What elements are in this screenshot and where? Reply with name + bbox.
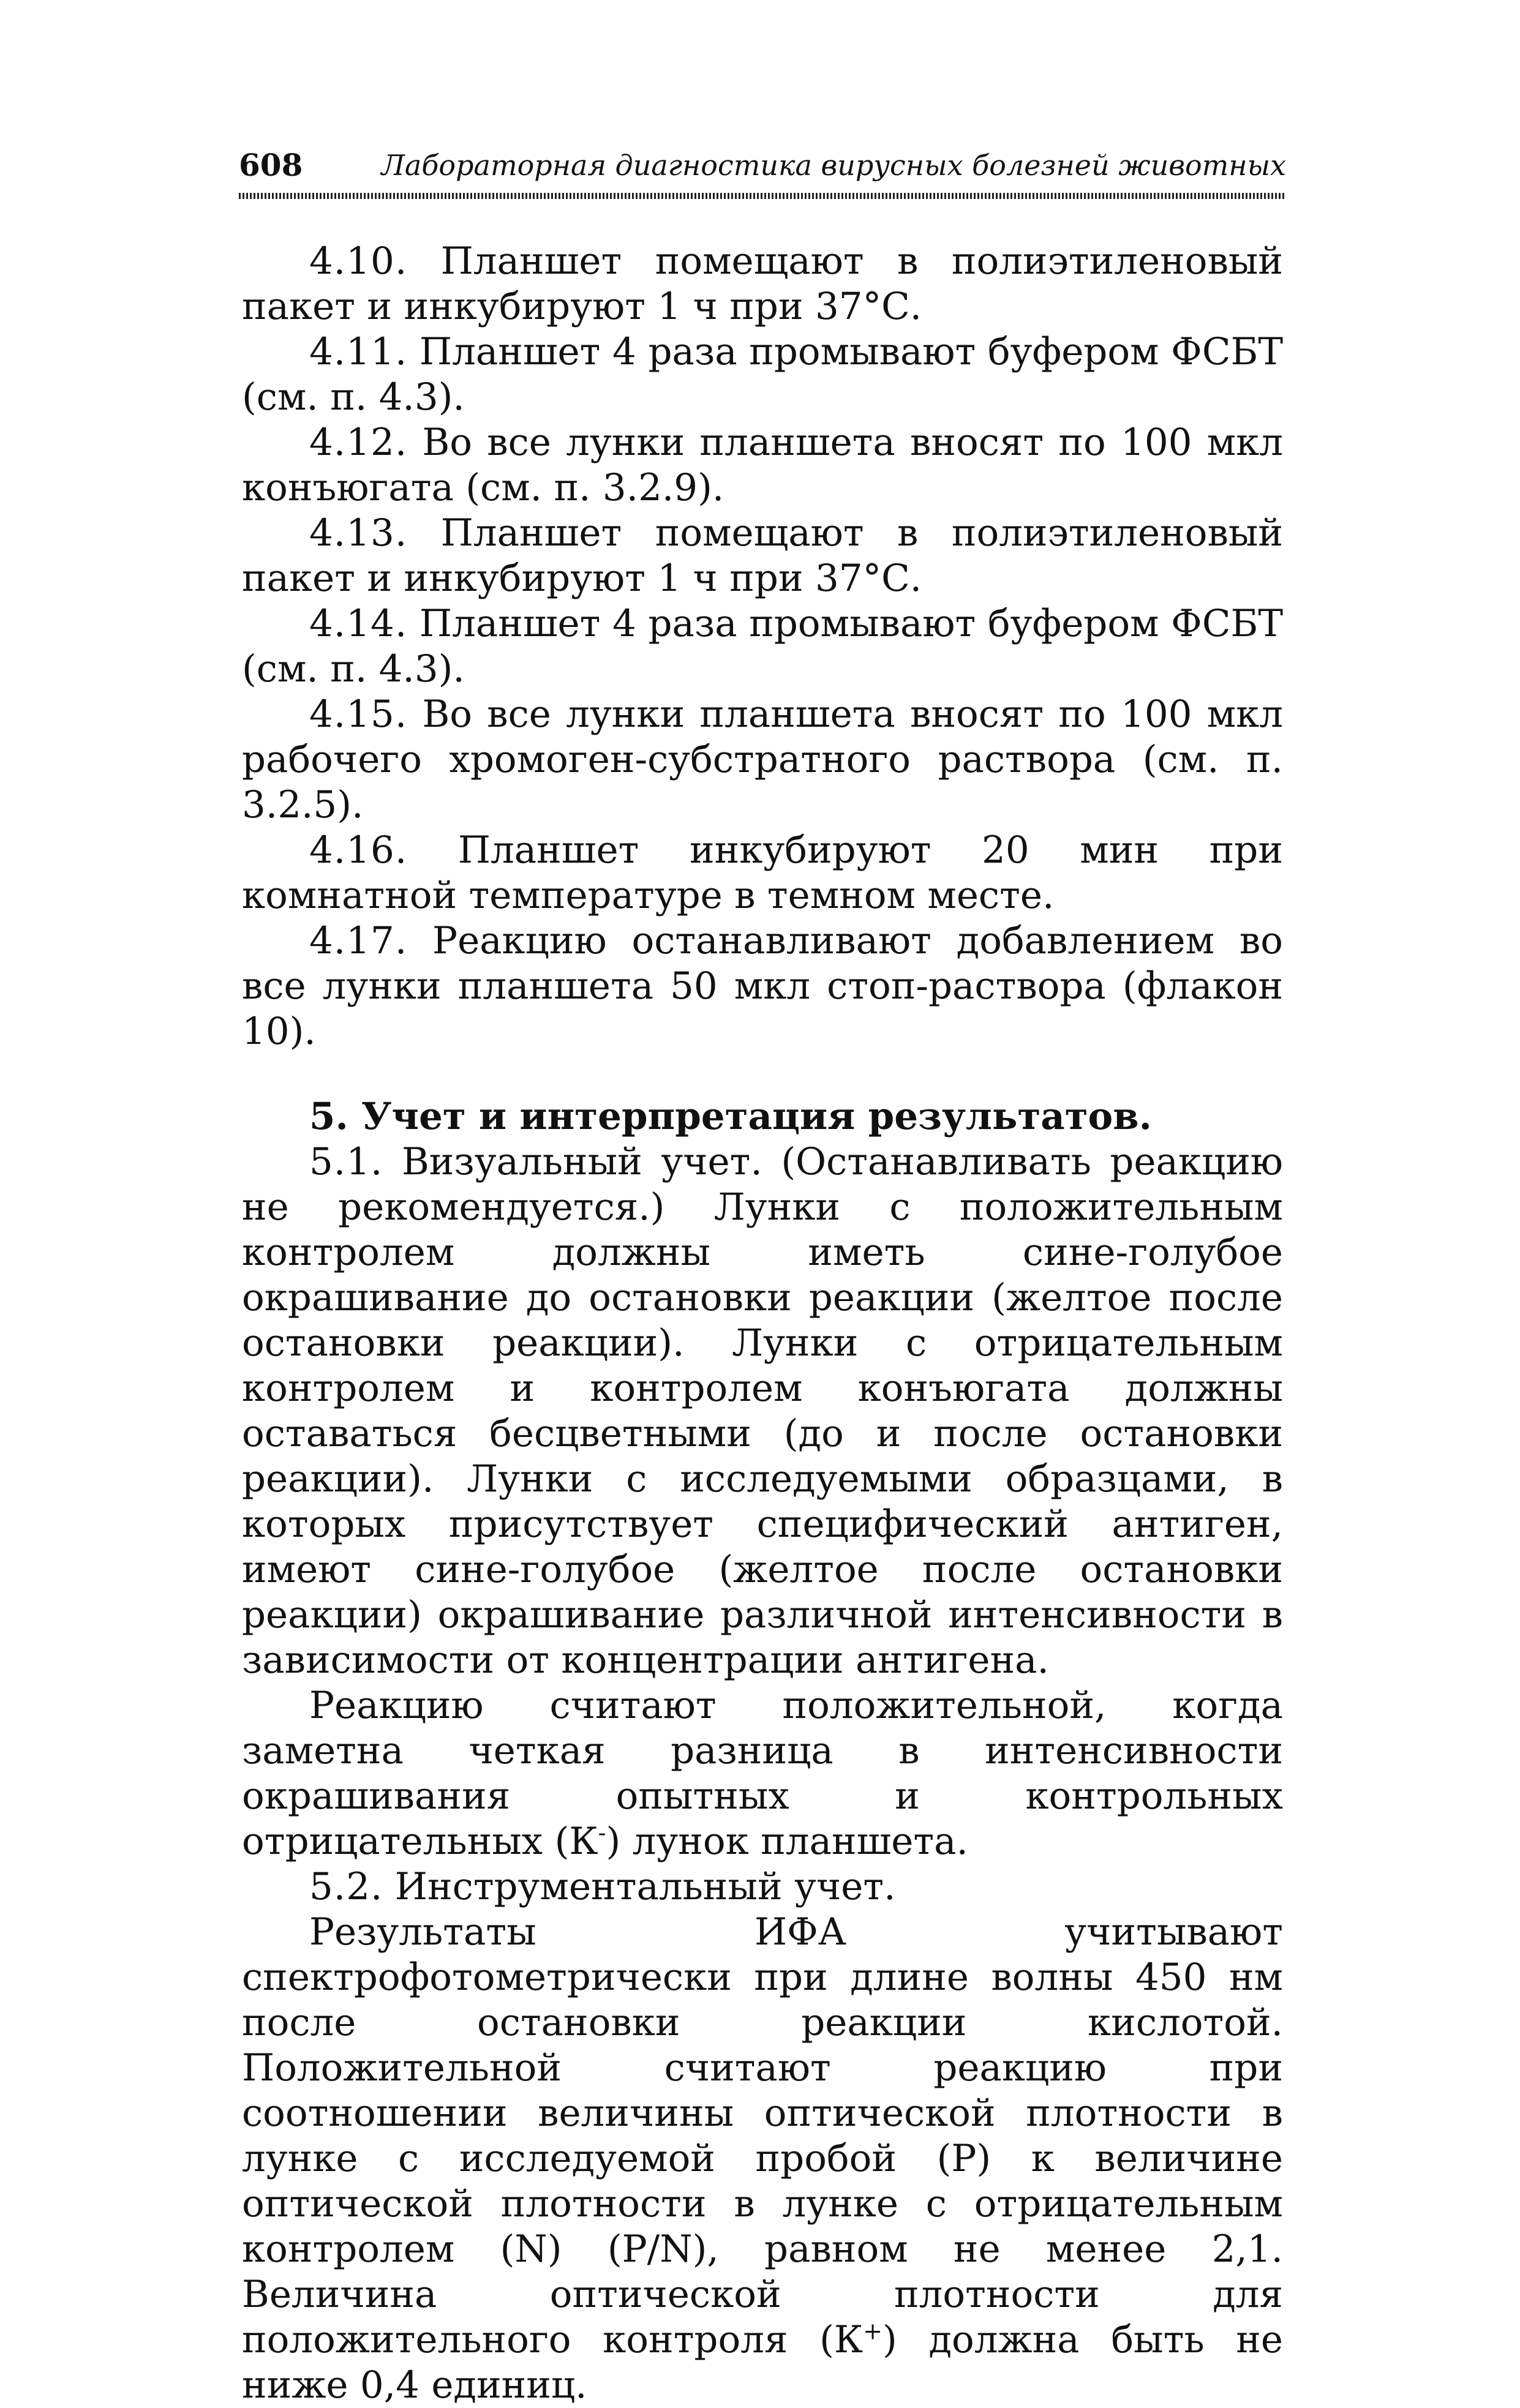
results-text-end: ) должна быть не ниже 0,4 единиц. <box>242 2318 1283 2407</box>
step-number: 4.14. <box>309 602 408 645</box>
step-text: Планшет 4 раза промывают буфером ФСБТ (см. п. 4.3). <box>242 330 1284 419</box>
step-4-14 <box>242 601 1283 692</box>
step-number: 4.12. <box>309 421 408 464</box>
section-5-2-instrumental <box>242 1864 1283 1910</box>
page-content <box>242 239 1283 2408</box>
step-4-10 <box>242 239 1283 329</box>
positive-text-start: Реакцию считают положительной, когда заметна четкая разница в интенсивности окрашивания опытных и контрольных отрицательных (К <box>242 1684 1283 1863</box>
header-rule <box>239 193 1286 199</box>
subsection-number: 5.2. <box>309 1865 383 1908</box>
step-number: 4.16. <box>309 828 408 872</box>
step-number: 4.13. <box>309 511 408 555</box>
positive-criterion <box>242 1683 1283 1864</box>
step-text: Во все лунки планшета вносят по 100 мкл рабочего хромоген-субстратного раствора (см. п. 3.2.5). <box>242 692 1284 827</box>
step-number: 4.11. <box>309 330 408 373</box>
step-4-13 <box>242 511 1283 601</box>
positive-sup: + <box>863 2317 882 2345</box>
page-header <box>239 144 1286 187</box>
step-number: 4.17. <box>309 919 408 962</box>
visual-text: Визуальный учет. (Останавливать реакцию не рекомендуется.) Лунки с положительным контролем должны иметь сине-голубое окрашивание до остановки реакции (желтое после остановки реакции). Лунки с отрицательным контролем и контролем конъюгата должны оставаться бесцветными (до и после остановки реакции). Лунки с исследуемыми образцами, в которых присутствует специфический антиген, имеют сине-голубое (желтое после остановки реакции) окрашивание различной интенсивности в зависимости от концентрации антигена. <box>242 1140 1284 1682</box>
positive-text-end: ) лунок планшета. <box>606 1820 968 1863</box>
step-text: Во все лунки планшета вносят по 100 мкл конъюгата (см. п. 3.2.9). <box>242 421 1284 509</box>
step-4-17 <box>242 918 1283 1054</box>
instrumental-text: Инструментальный учет. <box>394 1865 896 1908</box>
step-number: 4.10. <box>309 239 408 283</box>
step-text: Планшет помещают в полиэтиленовый пакет и инкубируют 1 ч при 37°С. <box>242 239 1283 328</box>
step-4-11 <box>242 329 1283 420</box>
step-text: Планшет инкубируют 20 мин при комнатной температуре в темном месте. <box>242 828 1284 917</box>
step-number: 4.15. <box>309 692 408 736</box>
step-4-15 <box>242 692 1283 828</box>
step-text: Планшет помещают в полиэтиленовый пакет и инкубируют 1 ч при 37°С. <box>242 511 1283 600</box>
step-4-16 <box>242 828 1283 918</box>
section-5-heading: 5. Учет и интерпретация результатов. <box>309 1095 1152 1138</box>
subsection-number: 5.1. <box>309 1140 383 1183</box>
section-gap <box>242 1054 1283 1094</box>
results-paragraph <box>242 1910 1283 2408</box>
section-5-1-visual <box>242 1139 1283 1683</box>
negative-sup: - <box>598 1819 606 1847</box>
step-text: Планшет 4 раза промывают буфером ФСБТ (см. п. 4.3). <box>242 602 1284 691</box>
running-title: Лабораторная диагностика вирусных болезней животных <box>381 149 1286 182</box>
page-number: 608 <box>239 147 303 183</box>
results-text-start: Результаты ИФА учитывают спектрофотометрически при длине волны 450 нм после остановки реакции кислотой. Положительной считают реакцию при соотношении величины оптической плотности в лунке с исследуемой пробой (Р) к величине оптической плотности в лунке с отрицательным контролем (N) (P/N), равном не менее 2,1. Величина оптической плотности для положительного контроля (К <box>242 1910 1283 2361</box>
step-text: Реакцию останавливают добавлением во все лунки планшета 50 мкл стоп-раствора (флакон 10). <box>242 919 1283 1053</box>
step-4-12 <box>242 420 1283 511</box>
